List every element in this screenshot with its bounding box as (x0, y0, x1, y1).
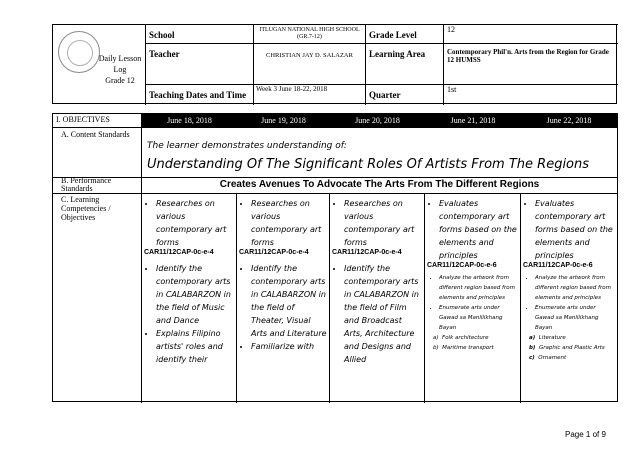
competency-item: • Familiarize with (251, 340, 327, 353)
objectives-table (52, 113, 618, 402)
competency-col-3 (332, 197, 422, 366)
quarter-label-cell: Quarter (365, 84, 443, 105)
learning-area-value: Contemporary Phil'n. Arts from the Region for Grade 12 HUMSS (443, 43, 618, 84)
teacher-label-cell: Teacher (145, 43, 253, 84)
competency-item: • Evaluates contemporary art forms based on the elements and principles (535, 197, 615, 262)
content-standards-line1: The learner demonstrates understanding of: (147, 141, 347, 151)
competency-item: • Enumerate arts under Gawad sa Manlilikhang Bayan (439, 303, 518, 333)
grade-level-label-cell: Grade Level (365, 24, 443, 43)
sub-item-a: a) Folk architecture (433, 335, 489, 341)
competency-item: • Identify the contemporary arts in CALABARZON in the field of Theater, Visual Arts and Literature (251, 262, 327, 340)
performance-standards-label: B. Performance Standards (61, 176, 112, 193)
competency-code: CAR11/12CAP-0c-e-6 (523, 262, 593, 269)
competency-item: • Identify the contemporary arts in CALABARZON in the field of Music and Dance (156, 262, 234, 327)
daily-lesson-log-title: Daily Lesson Log Grade 12 (98, 54, 142, 85)
competency-item: • Enumerate arts under Gawad sa Manlilikhang Bayan (535, 303, 615, 333)
sub-item-a: a) Literature (529, 335, 566, 341)
competency-col-5 (523, 197, 615, 363)
competency-item: • Identify the contemporary arts in CALABARZON in the field of Film and Broadcast Arts, Architecture and Designs and Allied (344, 262, 422, 366)
competency-item: • Analyze the artwork from different region based from elements and principles (439, 273, 518, 303)
school-value: ITLUGAN NATIONAL HIGH SCHOOL (GR.7-12) (253, 24, 365, 43)
dates-label-cell: Teaching Dates and Time (145, 84, 253, 105)
day-header-2: June 19, 2018 (261, 116, 306, 125)
sub-item-c: c) Ornament (529, 355, 567, 361)
competency-code: CAR11/12CAP-0c-e-4 (239, 249, 309, 256)
learning-area-label-cell: Learning Area (365, 43, 443, 84)
page-number: Page 1 of 9 (565, 430, 606, 439)
day-header-5: June 22, 2018 (546, 116, 592, 125)
content-standards-label: A. Content Standards (61, 130, 130, 139)
header-table (52, 24, 617, 104)
day-header-1: June 18, 2018 (167, 116, 212, 125)
quarter-value: 1st (443, 84, 618, 105)
learning-competencies-label: C. Learning Competencies / Objectives (61, 195, 111, 222)
competency-col-4 (427, 197, 518, 353)
grade-level-value: 12 (443, 24, 618, 43)
dates-value: Week 3 June 18-22, 2018 (253, 84, 365, 105)
competency-item: • Researches on various contemporary art forms (251, 197, 327, 249)
objectives-title: I. OBJECTIVES (56, 115, 110, 124)
sub-item-b: b) Maritime transport (433, 345, 494, 351)
competency-col-1 (144, 197, 234, 366)
sub-item-b: b) Graphic and Plastic Arts (529, 345, 605, 351)
competency-item: • Researches on various contemporary art forms (156, 197, 234, 249)
competency-code: CAR11/12CAP-0c-e-4 (144, 249, 214, 256)
content-standards-line2: Understanding Of The Significant Roles Of Artists From The Regions (147, 157, 590, 172)
competency-code: CAR11/12CAP-0c-e-4 (332, 249, 402, 256)
competency-item: • Researches on various contemporary art forms (344, 197, 422, 249)
competency-code: CAR11/12CAP-0c-e-6 (427, 262, 497, 269)
competency-col-2 (239, 197, 327, 353)
teacher-value: CHRISTIAN JAY D. SALAZAR (253, 43, 365, 84)
school-label-cell: School (145, 24, 253, 43)
competency-item: • Analyze the artwork from different region based from elements and principles (535, 273, 615, 303)
performance-standards-text: Creates Avenues To Advocate The Arts From The Different Regions (219, 179, 540, 190)
competency-item: • Explains Filipino artists' roles and identify their (156, 327, 234, 366)
competency-item: • Evaluates contemporary art forms based on the elements and principles (439, 197, 518, 262)
day-header-3: June 20, 2018 (355, 116, 400, 125)
day-header-4: June 21, 2018 (450, 116, 496, 125)
